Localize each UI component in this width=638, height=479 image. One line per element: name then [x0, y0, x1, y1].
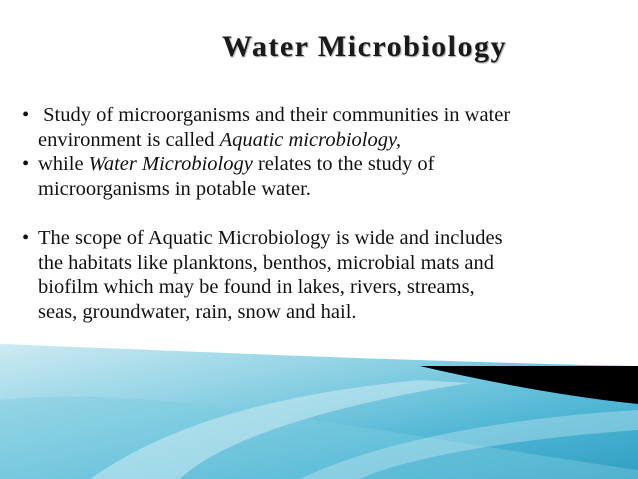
bullet-text: biofilm which may be found in lakes, rivers, streams,: [38, 276, 475, 299]
bullet-line: [38, 226, 622, 251]
bullet-item-1: [22, 103, 622, 152]
bullet-text: The scope of Aquatic Microbiology is wide and includes: [38, 226, 503, 249]
bullet-marker: •: [22, 104, 30, 126]
bullet-line: [38, 128, 622, 153]
slide-title: Water Microbiology: [222, 30, 508, 63]
bullet-item-3: [22, 226, 622, 324]
bullet-italic-term: Aquatic microbiology,: [219, 128, 402, 151]
bullet-text: Study of microorganisms and their communities in water: [38, 104, 511, 126]
paragraph-gap: [22, 201, 622, 226]
bullet-line: [38, 152, 622, 177]
bullet-text: seas, groundwater, rain, snow and hail.: [38, 300, 357, 323]
bullet-line: [38, 251, 622, 276]
bullet-marker: •: [22, 226, 30, 249]
bullet-item-2: [22, 152, 622, 201]
bullet-text: relates to the study of: [252, 153, 435, 176]
bullet-text: while: [38, 153, 89, 176]
bullet-line: [38, 300, 622, 325]
bullet-text: microorganisms in potable water.: [38, 177, 311, 200]
bullet-line: [38, 275, 622, 300]
bullet-line: [38, 103, 622, 128]
slide-body: [22, 103, 622, 324]
bullet-italic-term: Water Microbiology: [88, 153, 253, 176]
bullet-text: the habitats like planktons, benthos, microbial mats and: [38, 251, 495, 274]
bullet-text: environment is called: [38, 128, 220, 151]
bullet-line: [38, 177, 622, 202]
bullet-marker: •: [22, 153, 30, 176]
